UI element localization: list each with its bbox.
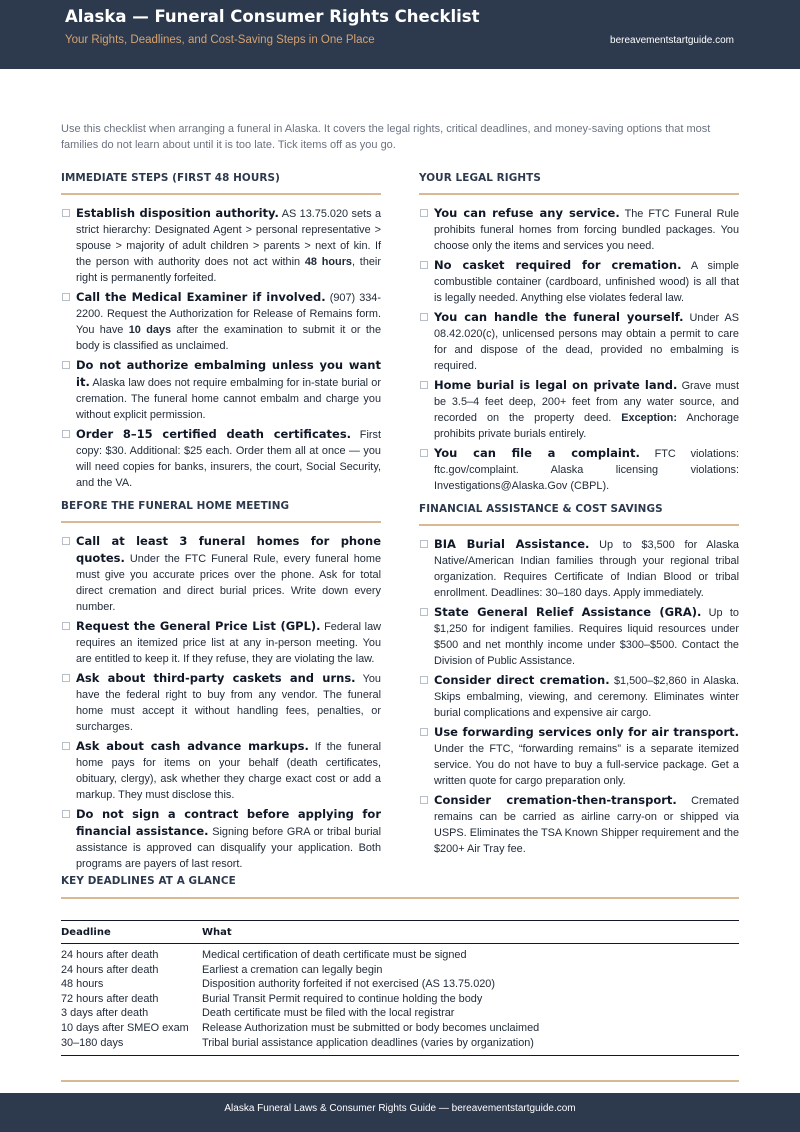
checklist-section — [419, 172, 739, 494]
table-row — [61, 1036, 739, 1051]
item-heading: Use forwarding services only for air transport. — [434, 725, 739, 739]
item-text: AS 13.75.020 sets a strict hierarchy: Designated Agent > personal representative > spouse > majority of adult children > parents > next of kin. If the person with authority does not act within — [76, 208, 382, 268]
checklist-item — [419, 257, 739, 306]
checklist — [419, 205, 739, 494]
checkbox[interactable] — [62, 742, 70, 750]
checklist-item — [419, 724, 739, 789]
checkbox[interactable] — [420, 209, 428, 217]
checkbox[interactable] — [420, 608, 428, 616]
checklist-section — [61, 172, 381, 491]
item-text: (907) 334-2200. Request the Authorization for Release of Remains form. You have — [76, 292, 381, 336]
section-rule — [61, 193, 381, 195]
item-heading: Home burial is legal on private land. — [434, 378, 678, 392]
checkbox[interactable] — [420, 313, 428, 321]
item-emphasis: 48 hours — [304, 256, 352, 268]
item-text: Under the FTC, “forwarding remains” is a separate itemized service. You do not have to buy a full-service package. Get a written quote for cargo preparation only. — [434, 743, 739, 787]
checkbox[interactable] — [62, 293, 70, 301]
section-title: BEFORE THE FUNERAL HOME MEETING — [61, 500, 290, 512]
item-text: Up to $3,500 for Alaska Native/American Indian families through your regional tribal organization. Requires Certificate of Indian Blood or tribal enrollment. Deadlines: 30–180 days. Apply immediately. — [434, 539, 739, 599]
checkbox[interactable] — [62, 674, 70, 682]
item-text: First copy: $30. Additional: $25 each. Order them all at once — you will need copies for banks, insurers, the court, Social Security, and the VA. — [76, 429, 381, 489]
checklist-item — [61, 357, 381, 423]
checklist-item — [61, 205, 381, 286]
deadline-cell: 10 days after SMEO exam — [61, 1021, 189, 1034]
checkbox[interactable] — [420, 449, 428, 457]
deadline-cell: 48 hours — [61, 978, 104, 991]
item-text-end: after the examination to submit it or the body is classified as unclaimed. — [76, 324, 382, 352]
header-site-link[interactable]: bereavementstartguide.com — [610, 35, 734, 46]
checklist-item — [61, 806, 381, 872]
checklist-item — [419, 445, 739, 494]
checkbox[interactable] — [62, 209, 70, 217]
checklist-item — [61, 670, 381, 735]
column-header-what: What — [202, 926, 232, 938]
item-heading: BIA Burial Assistance. — [434, 537, 590, 551]
checkbox[interactable] — [420, 796, 428, 804]
item-heading: Request the General Price List (GPL). — [76, 619, 321, 633]
footer-rule — [61, 1080, 739, 1082]
item-text: Cremated remains can be carried as airline carry-on or shipped via USPS. Eliminates the TSA Known Shipper requirement and the $200+ Air Tray fee. — [434, 795, 739, 855]
page-subtitle: Your Rights, Deadlines, and Cost-Saving Steps in One Place — [65, 34, 375, 46]
checkbox[interactable] — [62, 430, 70, 438]
item-heading: Call at least 3 funeral homes for phone quotes. — [76, 534, 381, 565]
checklist-item — [419, 604, 739, 669]
what-cell: Medical certification of death certificate must be signed — [202, 949, 467, 961]
checklist — [419, 536, 739, 857]
section-title: IMMEDIATE STEPS (FIRST 48 HOURS) — [61, 172, 280, 184]
item-heading: You can handle the funeral yourself. — [434, 310, 684, 324]
item-text: Federal law requires an itemized price list at any in-person meeting. You are entitled to keep it. If they refuse, they are violating the law. — [76, 621, 381, 665]
what-cell: Tribal burial assistance application deadlines (varies by organization) — [202, 1036, 534, 1049]
item-text: $1,500–$2,860 in Alaska. Skips embalming, viewing, and ceremony. Eliminates winter burial complications and expensive air cargo. — [434, 675, 739, 719]
checkbox[interactable] — [420, 540, 428, 548]
checkbox[interactable] — [62, 361, 70, 369]
item-heading: Consider direct cremation. — [434, 673, 610, 687]
item-text: A simple combustible container (cardboard, unfinished wood) is all that is legally needed. Anything else violates federal law. — [434, 260, 739, 304]
checkbox[interactable] — [420, 728, 428, 736]
page-footer — [0, 1093, 800, 1132]
checklist — [61, 533, 381, 872]
item-text: If the funeral home pays for items on your behalf (death certificates, obituary, clergy), ask whether they charge exact cost or add a markup. They must disclose this. — [76, 741, 382, 801]
section-title: YOUR LEGAL RIGHTS — [419, 172, 541, 184]
table-row — [61, 1021, 739, 1036]
deadlines-rule — [61, 897, 739, 899]
item-text: Grave must be 3.5–4 feet deep, 200+ feet from any water source, and recorded on the property deed. — [434, 380, 739, 424]
item-emphasis: 10 days — [128, 324, 172, 336]
deadlines-table-header — [61, 921, 739, 944]
item-text-end: Anchorage prohibits private burials entirely. — [434, 412, 739, 440]
deadline-cell: 24 hours after death — [61, 963, 159, 976]
item-text: The FTC Funeral Rule prohibits funeral homes from forcing bundled packages. You choose only the items and services you need. — [434, 208, 739, 252]
section-rule — [419, 193, 739, 195]
item-text: Alaska law does not require embalming for in-state burial or cremation. The funeral home cannot embalm and charge you without explicit permission. — [76, 377, 381, 421]
table-row — [61, 977, 739, 992]
checkbox[interactable] — [62, 622, 70, 630]
deadline-cell: 3 days after death — [61, 1007, 149, 1020]
item-heading: Order 8–15 certified death certificates. — [76, 427, 352, 441]
table-row — [61, 992, 739, 1007]
item-text: Under AS 08.42.020(c), unlicensed persons may obtain a permit to care for and dispose of the dead, provided no embalming is required. — [434, 312, 740, 372]
what-cell: Release Authorization must be submitted or body becomes unclaimed — [202, 1021, 540, 1034]
item-heading: Establish disposition authority. — [76, 206, 279, 220]
item-text: You have the federal right to buy from any vendor. The funeral home must accept it without handling fees, penalties, or surcharges. — [76, 673, 381, 733]
intro-text: Use this checklist when arranging a funeral in Alaska. It covers the legal rights, critical deadlines, and money-saving options that most families do not learn about until it is too late. Tick items off as you go. — [61, 123, 711, 151]
table-row — [61, 963, 739, 978]
checkbox[interactable] — [420, 261, 428, 269]
column-header-deadline: Deadline — [61, 926, 111, 938]
page-header — [0, 0, 800, 69]
what-cell: Burial Transit Permit required to continue holding the body — [202, 992, 483, 1005]
checklist — [61, 205, 381, 491]
checklist-section — [61, 500, 381, 872]
checklist-item — [61, 289, 381, 354]
checkbox[interactable] — [62, 810, 70, 818]
what-cell: Death certificate must be filed with the local registrar — [202, 1007, 455, 1020]
item-heading: Consider cremation-then-transport. — [434, 793, 677, 807]
section-rule — [61, 521, 381, 523]
footer-text: Alaska Funeral Laws & Consumer Rights Guide — bereavementstartguide.com — [224, 1103, 576, 1114]
deadline-cell: 30–180 days — [61, 1036, 124, 1049]
checkbox[interactable] — [420, 676, 428, 684]
item-heading: Do not sign a contract before applying for financial assistance. — [76, 807, 381, 838]
item-heading: You can refuse any service. — [434, 206, 620, 220]
checklist-item — [61, 533, 381, 615]
deadline-cell: 72 hours after death — [61, 992, 159, 1005]
deadline-cell: 24 hours after death — [61, 949, 159, 961]
checklist-item — [419, 205, 739, 254]
item-text: Up to $1,250 for indigent families. Requires liquid resources under $500 and net monthly income under $300–$500. Contact the Division of Public Assistance. — [434, 607, 739, 667]
checklist-item — [419, 309, 739, 374]
item-text: Under the FTC Funeral Rule, every funeral home must give you accurate prices over the phone. Ask for total direct cremation and direct burial prices. Write down every number. — [76, 553, 381, 613]
checklist-item — [61, 426, 381, 491]
page-title: Alaska — Funeral Consumer Rights Checklist — [65, 7, 480, 26]
checklist-item — [61, 618, 381, 667]
checklist-item — [419, 672, 739, 721]
item-heading: Do not authorize embalming unless you want it. — [76, 358, 381, 389]
what-cell: Earliest a cremation can legally begin — [202, 963, 383, 976]
item-heading: Call the Medical Examiner if involved. — [76, 290, 326, 304]
left-column — [61, 172, 381, 875]
item-emphasis: Exception: — [621, 412, 677, 424]
item-text: Signing before GRA or tribal burial assistance is approved can disqualify your application. Both programs are payers of last resort. — [76, 826, 381, 870]
section-title: FINANCIAL ASSISTANCE & COST SAVINGS — [419, 503, 663, 515]
checklist-section — [419, 503, 739, 857]
section-rule — [419, 524, 739, 526]
item-text: FTC violations: ftc.gov/complaint. Alaska licensing violations: Investigations@Alaska.Gov (CBPL). — [434, 448, 739, 492]
item-heading: No casket required for cremation. — [434, 258, 682, 272]
item-heading: Ask about third-party caskets and urns. — [76, 671, 356, 685]
what-cell: Disposition authority forfeited if not exercised (AS 13.75.020) — [202, 978, 495, 991]
table-row — [61, 1006, 739, 1021]
item-heading: Ask about cash advance markups. — [76, 739, 309, 753]
checklist-item — [419, 377, 739, 442]
table-row — [61, 948, 739, 963]
checkbox[interactable] — [420, 381, 428, 389]
deadlines-table — [61, 920, 739, 1056]
item-heading: You can file a complaint. — [434, 446, 640, 460]
item-heading: State General Relief Assistance (GRA). — [434, 605, 702, 619]
item-text-end: , their right is permanently forfeited. — [76, 256, 381, 284]
right-column — [419, 172, 739, 860]
checklist-item — [61, 738, 381, 803]
checklist-item — [419, 792, 739, 857]
deadlines-title: KEY DEADLINES AT A GLANCE — [61, 875, 236, 887]
checklist-item — [419, 536, 739, 601]
checkbox[interactable] — [62, 537, 70, 545]
deadlines-table-body — [61, 944, 739, 1055]
